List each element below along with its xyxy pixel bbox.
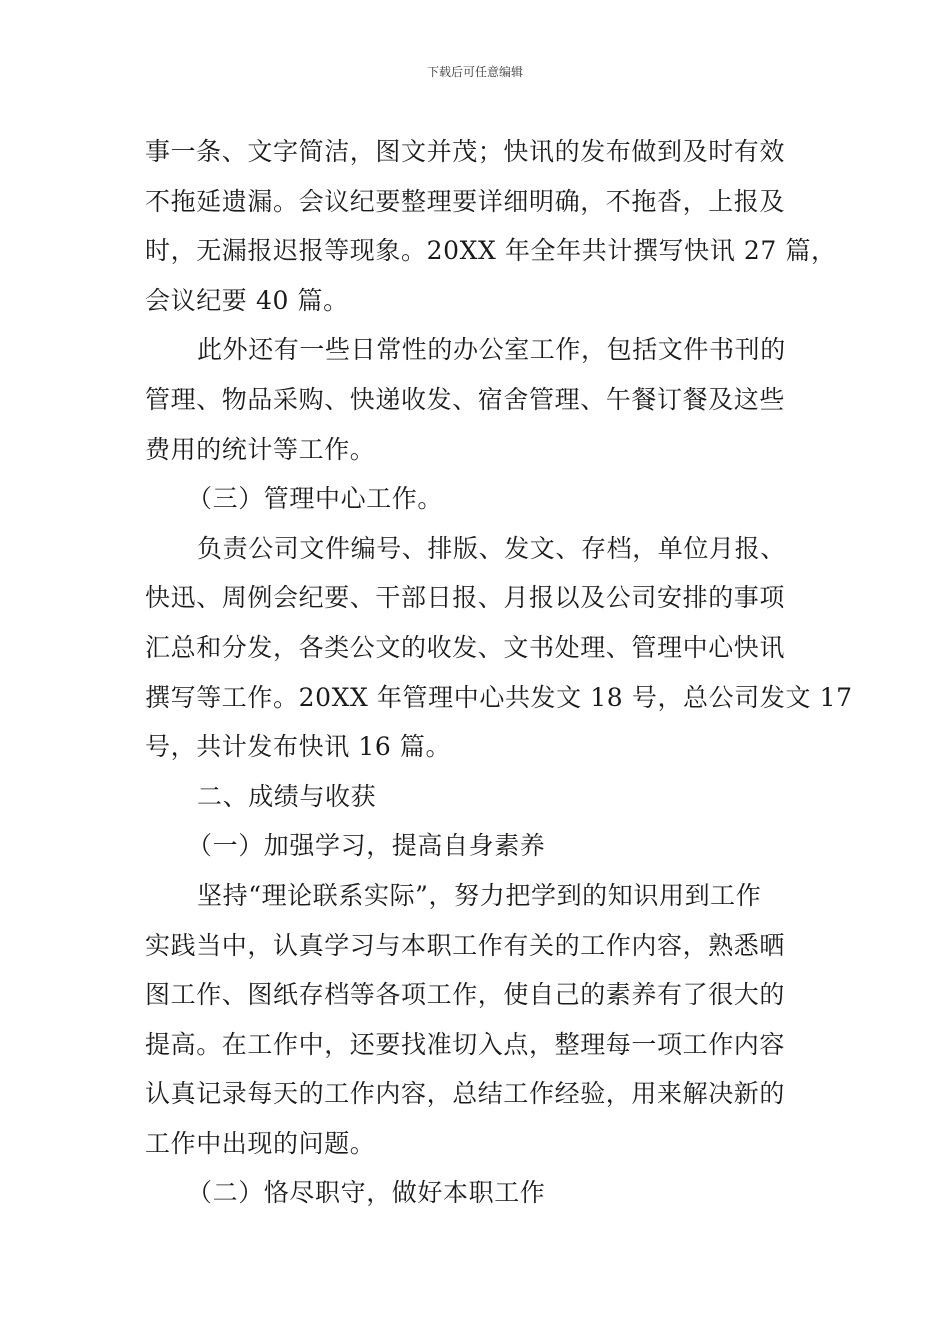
section-heading: （二）恪尽职守，做好本职工作	[187, 1178, 546, 1208]
chapter-heading: 二、成绩与收获	[197, 781, 377, 811]
document-body	[145, 127, 853, 1218]
paragraph-start: 此外还有一些日常性的办公室工作，包括文件书刊的	[197, 335, 786, 365]
text-line: 号，共计发布快讯 16 篇。	[145, 732, 452, 762]
text-line: 工作中出现的问题。	[145, 1128, 376, 1158]
paragraph-start: 坚持“理论联系实际”，努力把学到的知识用到工作	[197, 880, 762, 910]
text-line: 提高。在工作中，还要找准切入点，整理每一项工作内容	[145, 1029, 786, 1059]
text-line: 管理、物品采购、快递收发、宿舍管理、午餐订餐及这些	[145, 384, 786, 414]
text-line: 会议纪要 40 篇。	[145, 285, 349, 315]
text-line: 图工作、图纸存档等各项工作，使自己的素养有了很大的	[145, 980, 786, 1010]
text-line: 认真记录每天的工作内容，总结工作经验，用来解决新的	[145, 1079, 786, 1109]
text-line: 事一条、文字简洁，图文并茂；快讯的发布做到及时有效	[145, 137, 786, 166]
section-heading: （一）加强学习，提高自身素养	[187, 831, 546, 861]
text-line: 时，无漏报迟报等现象。20XX 年全年共计撰写快讯 27 篇，	[145, 236, 837, 266]
paragraph-start: 负责公司文件编号、排版、发文、存档，单位月报、	[197, 533, 786, 563]
page-header-note: 下载后可任意编辑	[426, 65, 523, 79]
text-line: 快迅、周例会纪要、干部日报、月报以及公司安排的事项	[145, 583, 786, 613]
section-heading: （三）管理中心工作。	[187, 484, 444, 514]
text-line: 实践当中，认真学习与本职工作有关的工作内容，熟悉晒	[145, 930, 786, 960]
text-line: 撰写等工作。20XX 年管理中心共发文 18 号，总公司发文 17	[145, 682, 853, 712]
text-line: 费用的统计等工作。	[145, 434, 376, 464]
text-line: 不拖延遗漏。会议纪要整理要详细明确，不拖沓，上报及	[145, 186, 786, 216]
text-line: 汇总和分发，各类公文的收发、文书处理、管理中心快讯	[145, 632, 786, 662]
